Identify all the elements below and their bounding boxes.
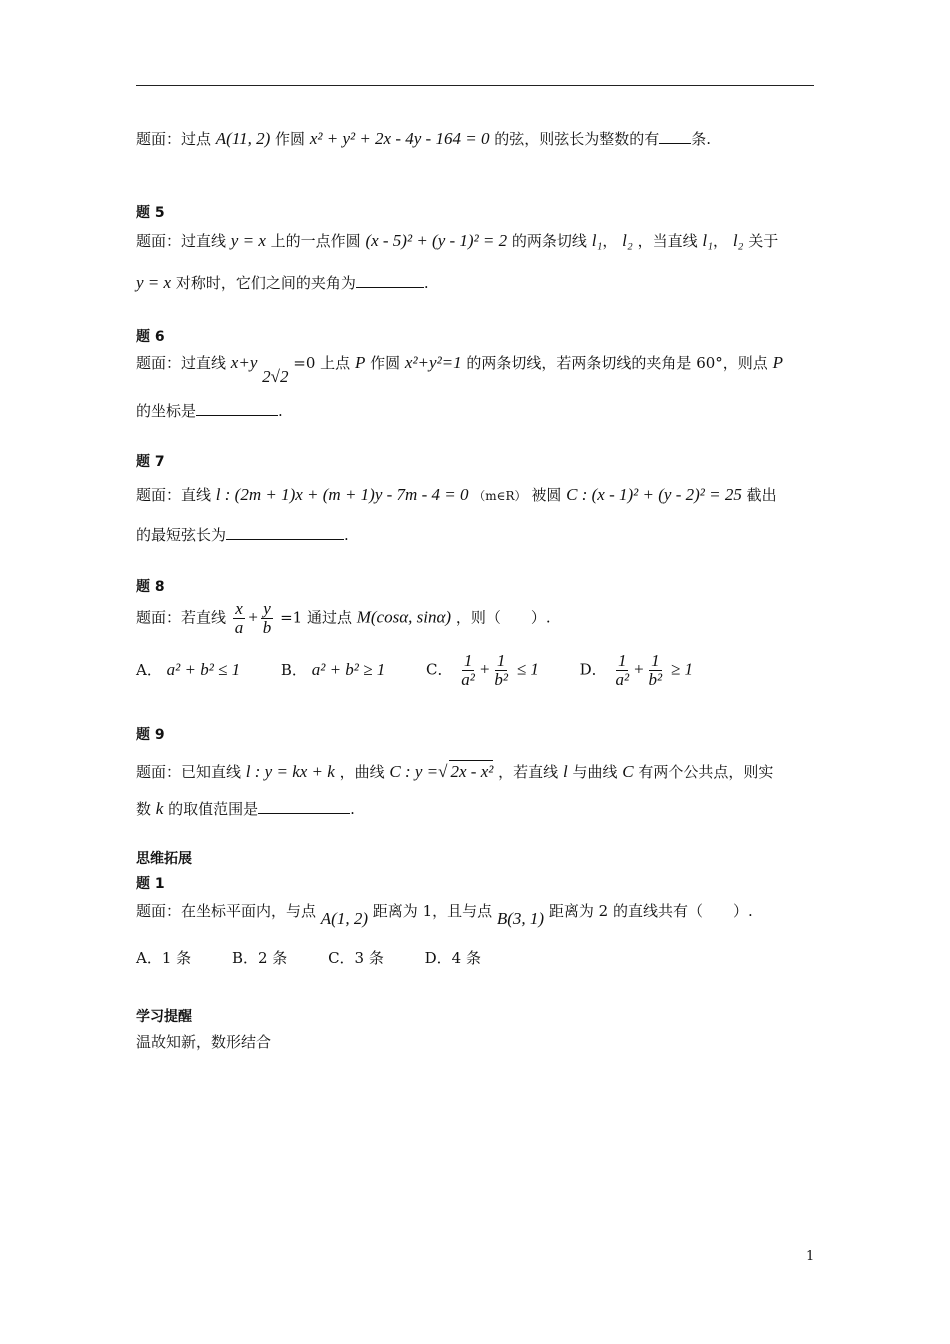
reminder-text: 温故知新，数形结合 — [136, 1033, 272, 1051]
q6-answer-blank[interactable] — [196, 401, 278, 416]
reminder-heading: 学习提醒 — [136, 1009, 192, 1025]
q7-line-equation: l : (2m + 1)x + (m + 1)y - 7m - 4 = 0 — [215, 485, 469, 504]
q7-stem: 题面：直线 l : (2m + 1)x + (m + 1)y - 7m - 4 = 0 （m∈R） 被圆 C : (x - 1)² + (y - 2)² = 25 截出 — [136, 485, 777, 504]
q7-stem-cont: 的最短弦长为 . — [136, 526, 349, 544]
q4-stem: 题面：过点 A(11, 2) 作圆 x² + y² + 2x - 4y - 164 = 0 的弦，则弦长为整数的有 条. — [136, 129, 712, 148]
q5-title: 题 5 — [136, 205, 165, 221]
extension-heading: 思维拓展 — [136, 851, 192, 867]
q8-title: 题 8 — [136, 579, 165, 595]
ext-q1-options — [136, 947, 517, 969]
q8-fraction-x-over-a: $\frac{x}{a}$ — [234, 599, 244, 637]
q8-stem: 题面：若直线 $\frac{x}{a}$ + $\frac{y}{b}$ =1 通过点 M(cosα, sinα) ，则（ ）. — [136, 599, 551, 637]
q4-answer-blank[interactable] — [659, 129, 691, 144]
q9-stem: 题面：已知直线 l : y = kx + k ，曲线 C : y =√ 2x - x² ，若直线 l 与曲线 C 有两个公共点，则实 — [136, 762, 774, 781]
q8-option-b[interactable]: B． a² + b² ≥ 1 — [280, 659, 386, 679]
q8-fraction-y-over-b: $\frac{y}{b}$ — [262, 599, 272, 637]
q9-stem-cont: 数 k 的取值范围是 . — [136, 799, 355, 818]
q5-stem: 题面：过直线 y = x 上的一点作圆 (x - 5)² + (y - 1)² = 2 的两条切线 l₁， l₂ ，当直线 l₁， l₂ 关于 — [136, 231, 779, 250]
q9-answer-blank[interactable] — [258, 799, 350, 814]
q5-circle-equation: (x - 5)² + (y - 1)² = 2 — [365, 231, 508, 250]
ext-option-a[interactable]: A．1 条 — [136, 949, 192, 967]
q7-circle-equation: C : (x - 1)² + (y - 2)² = 25 — [566, 485, 742, 504]
q5-stem-cont: y = x 对称时，它们之间的夹角为 . — [136, 273, 429, 292]
q4-circle-equation: x² + y² + 2x - 4y - 164 = 0 — [309, 129, 490, 148]
page-number: 1 — [806, 1249, 815, 1264]
ext-option-c[interactable]: C．3 条 — [328, 949, 384, 967]
q8-option-d[interactable]: D． $\frac{1}{\text{a²}}$ + $\frac{1}{\text{b²}}$ ≥ 1 — [579, 651, 694, 689]
q8-option-c[interactable]: C． $\frac{1}{\text{a²}}$ + $\frac{1}{\text{b²}}$ ≤ 1 — [426, 651, 539, 689]
sqrt-sign-icon: √ — [438, 762, 448, 781]
q4-point: A(11, 2) — [215, 129, 271, 148]
q6-stem: 题面：过直线 x+y 2√2 =0 上点 P 作圆 x²+y²=1 的两条切线，若两条切线的夹角是 60°，则点 P — [136, 353, 783, 386]
ext-option-d[interactable]: D．4 条 — [424, 949, 481, 967]
q8-option-a[interactable]: A． a² + b² ≤ 1 — [136, 659, 241, 679]
header-rule — [136, 85, 814, 86]
q6-title: 题 6 — [136, 329, 165, 345]
q7-answer-blank[interactable] — [226, 525, 344, 540]
q6-stem-cont: 的坐标是 . — [136, 402, 283, 420]
ext-q1-title: 题 1 — [136, 876, 165, 892]
q7-title: 题 7 — [136, 454, 165, 470]
ext-option-b[interactable]: B．2 条 — [231, 949, 288, 967]
q8-options — [136, 652, 729, 689]
q9-title: 题 9 — [136, 727, 165, 743]
ext-q1-stem: 题面：在坐标平面内，与点 A(1, 2) 距离为 1，且与点 B(3, 1) 距离为 2 的直线共有（ ）. — [136, 902, 753, 928]
q5-answer-blank[interactable] — [356, 273, 424, 288]
